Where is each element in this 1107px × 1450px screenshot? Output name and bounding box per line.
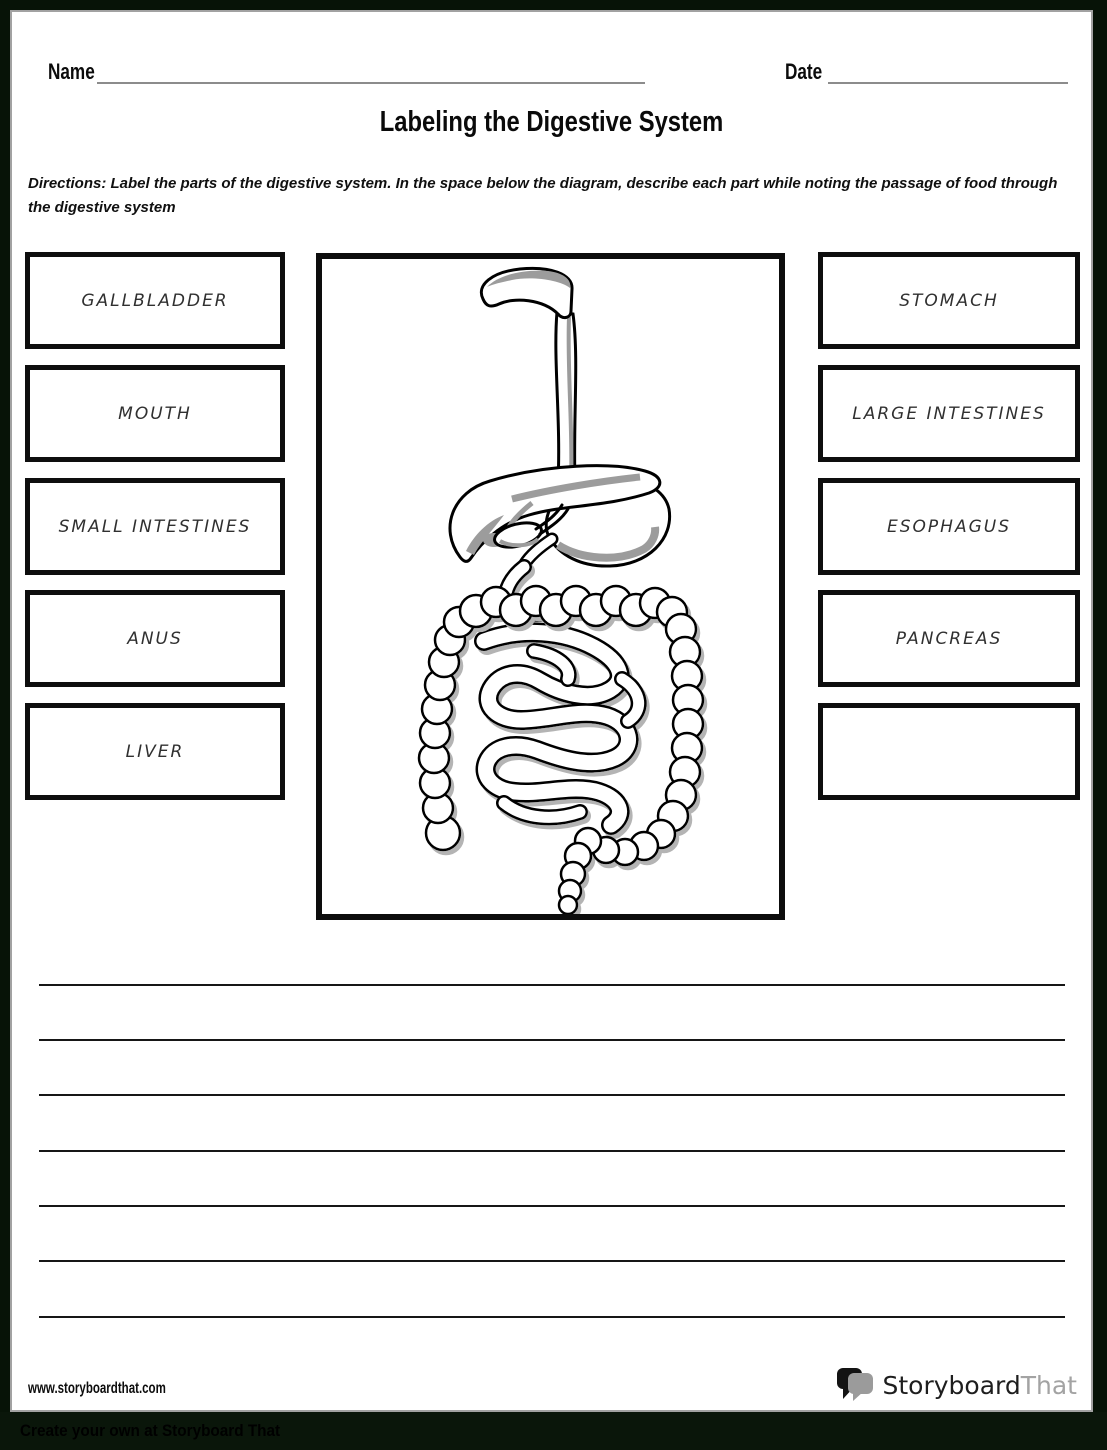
word-box-label: MOUTH <box>118 403 192 424</box>
word-box-label: PANCREAS <box>895 628 1003 649</box>
storyboardthat-logo <box>836 1364 1077 1406</box>
writing-line[interactable] <box>39 1150 1065 1152</box>
word-box-stomach[interactable] <box>818 252 1080 349</box>
esophagus-illustration <box>556 312 576 483</box>
word-box-label: LIVER <box>125 741 185 762</box>
bottom-bar <box>0 1412 1107 1450</box>
writing-line[interactable] <box>39 1260 1065 1262</box>
worksheet-page <box>10 10 1093 1412</box>
writing-line[interactable] <box>39 1039 1065 1041</box>
word-box-liver[interactable] <box>25 703 285 800</box>
word-box-small-intestines[interactable] <box>25 478 285 575</box>
name-input-line[interactable] <box>97 82 645 84</box>
word-box-empty[interactable] <box>818 703 1080 800</box>
word-box-large-intestines[interactable] <box>818 365 1080 462</box>
word-box-label: GALLBLADDER <box>81 290 229 311</box>
website-url: www.storyboardthat.com <box>28 1380 166 1397</box>
logo-text-secondary: That <box>1020 1370 1077 1400</box>
word-box-pancreas[interactable] <box>818 590 1080 687</box>
word-box-label: LARGE INTESTINES <box>852 403 1046 424</box>
writing-line[interactable] <box>39 1205 1065 1207</box>
writing-line[interactable] <box>39 1316 1065 1318</box>
word-box-label: SMALL INTESTINES <box>58 516 252 537</box>
storyboardthat-logo-text <box>883 1371 1077 1400</box>
date-input-line[interactable] <box>828 82 1068 84</box>
word-box-label: STOMACH <box>899 290 999 311</box>
writing-line[interactable] <box>39 984 1065 986</box>
word-box-anus[interactable] <box>25 590 285 687</box>
mouth-illustration <box>481 268 572 317</box>
writing-line[interactable] <box>39 1094 1065 1096</box>
digestive-system-illustration <box>322 259 779 914</box>
word-box-esophagus[interactable] <box>818 478 1080 575</box>
directions-text: Directions: Label the parts of the digestive system. In the space below the diagram, describe each part while noting the passage of food through the digestive system <box>28 175 1058 216</box>
bottom-bar-text: Create your own at Storyboard That <box>20 1421 281 1440</box>
storyboardthat-logo-icon <box>836 1366 876 1404</box>
word-box-gallbladder[interactable] <box>25 252 285 349</box>
page-title: Labeling the Digestive System <box>379 106 724 138</box>
word-box-label: ESOPHAGUS <box>887 516 1011 537</box>
name-label: Name <box>48 59 95 84</box>
word-box-mouth[interactable] <box>25 365 285 462</box>
date-label: Date <box>785 59 823 84</box>
logo-text-primary: Storyboard <box>882 1370 1021 1400</box>
diagram-frame <box>316 253 785 920</box>
word-box-label: ANUS <box>127 628 183 649</box>
